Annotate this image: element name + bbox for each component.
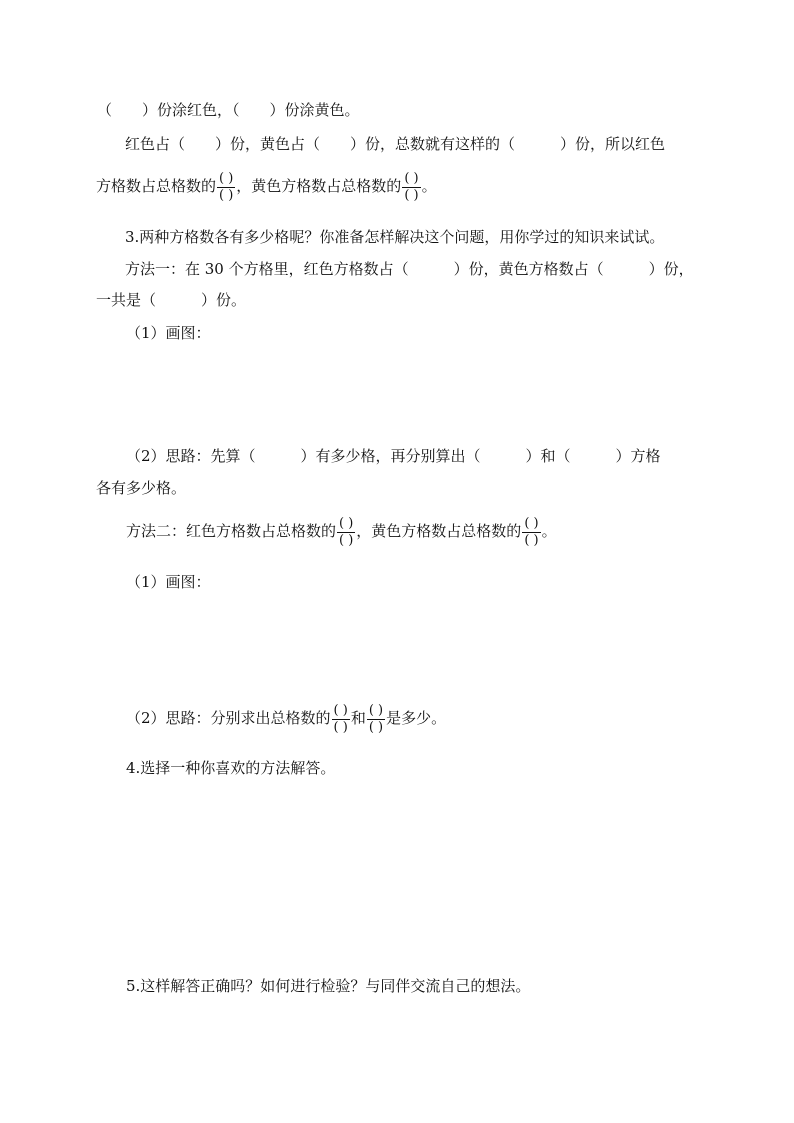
- blank-fraction: [217, 171, 235, 204]
- fraction-numerator: ( ): [339, 515, 354, 531]
- question-5: 5.这样解答正确吗？如何进行检验？与同伴交流自己的想法。: [126, 977, 531, 995]
- text-segment: 方格数占总格数的: [96, 177, 217, 195]
- method-2-fraction-line: [126, 511, 557, 551]
- fraction-denominator: ( ): [404, 187, 419, 203]
- fraction-numerator: ( ): [524, 515, 539, 531]
- method-1-total-line: 一共是（ ）份。: [96, 291, 247, 309]
- fraction-denominator: ( ): [339, 532, 354, 548]
- question-3: 3.两种方格数各有多少格呢？你准备怎样解决这个问题，用你学过的知识来试试。: [125, 228, 665, 246]
- blank-fraction: [402, 171, 420, 204]
- question-4: 4.选择一种你喜欢的方法解答。: [126, 759, 336, 777]
- fraction-denominator: ( ): [333, 719, 348, 735]
- fraction-numerator: ( ): [404, 170, 419, 186]
- method-1-reasoning-continued: 各有多少格。: [96, 479, 187, 497]
- fraction-denominator: ( ): [219, 187, 234, 203]
- fraction-line-1: [96, 166, 437, 206]
- text-segment: （2）思路：分别求出总格数的: [126, 709, 331, 727]
- text-segment: 是多少。: [386, 709, 447, 727]
- blank-fraction: [332, 703, 350, 736]
- method-1-line: 方法一：在 30 个方格里，红色方格数占（ ）份，黄色方格数占（ ）份，: [125, 260, 694, 278]
- fraction-numerator: ( ): [333, 702, 348, 718]
- text-segment: ，黄色方格数占总格数的: [356, 522, 522, 540]
- blank-fraction: [367, 703, 385, 736]
- text-segment: ，黄色方格数占总格数的: [236, 177, 402, 195]
- blank-fraction: [337, 516, 355, 549]
- fraction-denominator: ( ): [524, 532, 539, 548]
- fraction-numerator: ( ): [368, 702, 384, 718]
- blank-fraction: [522, 516, 540, 549]
- text-segment: 。: [421, 177, 437, 195]
- red-yellow-parts-line: 红色占（ ）份，黄色占（ ）份，总数就有这样的（ ）份，所以红色: [125, 135, 666, 153]
- text-segment: 方法二：红色方格数占总格数的: [126, 522, 337, 540]
- text-segment: 。: [541, 522, 557, 540]
- fraction-denominator: ( ): [368, 719, 384, 735]
- method-2-reasoning-line: [126, 698, 446, 738]
- text-segment: 和: [350, 709, 366, 727]
- method-1-reasoning-line: （2）思路：先算（ ）有多少格，再分别算出（ ）和（ ）方格: [126, 447, 661, 465]
- question-blank-line-1: （ ）份涂红色，（ ）份涂黄色。: [97, 101, 360, 119]
- method-1-drawing-label: （1）画图：: [126, 324, 211, 342]
- fraction-numerator: ( ): [219, 170, 234, 186]
- method-2-drawing-label: （1）画图：: [126, 573, 211, 591]
